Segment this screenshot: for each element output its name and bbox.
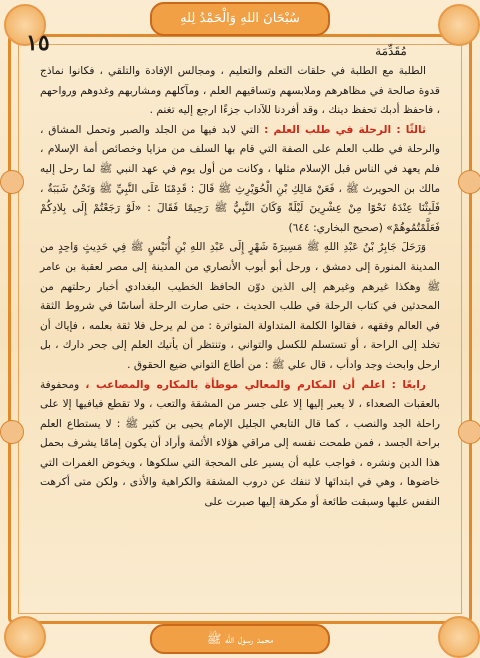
page-body [40,62,440,513]
citation: (صحيح البخاري: ٦٤٤) [288,221,383,234]
side-ornament-icon [0,420,24,444]
paragraph [40,121,440,239]
side-ornament-icon [0,170,24,194]
side-ornament-icon [458,420,480,444]
paragraph: الطلبة مع الطلبة في حلقات التعلم والتعليم ، ومجالس الإفادة والتلقي ، فكانوا نماذج قدوة صالحة في مظاهرهم وملابسهم وتساقيهم العلم ، ومآكلهم ومشاربهم وغدوهم ورواحهم ، فاحفظ أدبك تحفظ دينك ، وقد أفردنا للآداب جزءًا ارجع إليه تغنم . [40,65,440,117]
corner-ornament-icon [438,4,480,46]
corner-ornament-icon [4,616,46,658]
section-heading: رابعًا : اعلم أن المكارم والمعالي موطأة بالمكاره والمصاعب ، [85,378,427,391]
section-heading: ثالثًا : الرحلة في طلب العلم : [264,123,426,136]
paragraph-text: ومحفوفة بالعقبات الصعداء ، لا يعبر إليها إلا على جسر من المشقة والتعب ، ولا تقطع فيافيها إلا على راحلة الجد والنصب ، كما قال التابعي الجليل الإمام يحيى بن كثير ﷺ : لا يستطاع العلم براحة الجسد ، فمن طمحت نفسه إلى مراقي هؤلاء الأئمة وأراد أن يكون إمامًا يشرف بحمل هذا الدين ونشره ، فواجب عليه أن يسير على المحجة التي سلكوها ، ويخوض الغمرات التي خاضوها ، وهي في ابتدائها لا تنفك عن دروب المشقة والكراهية والأذى ، ولكن متى أكرهت النفس عليها وسبقت طائعة أو مكرهة إليها صبرت على [40,378,440,509]
page-number: ١٥ [26,30,50,56]
side-ornament-icon [458,170,480,194]
paragraph: وَرَحَلَ جَابِرُ بْنُ عَبْدِ اللهِ ﷺ مَسِيرَةَ شَهْرٍ إِلَى عَبْدِ اللهِ بْنِ أُنَيْسٍ ﷺ فِي حَدِيثٍ وَاحِدٍ من المدينة المنورة إلى دمشق ، ورحل أبو أيوب الأنصاري من المدينة إلى مصر لعقبة بن عامر ﷺ وهكذا غيرهم وغيرهم إلى الذين دوّن الحافظ الخطيب البغدادي أخبار رحلتهم من المحدثين في كتاب الرحلة في طلب الحديث ، حتى صارت الرحلة أساسًا في شروط الثقة في العالم وفقهه ، فقالوا الكلمة المتداولة المتواترة : من لم يرحل فلا ثقة بعلمه ، فإياك أن تخلد إلى الراحة ، أو تستسلم للكسل والتواني ، وتنتظر أن يأتيك العلم إلى جحر دارك ، بل ارحل وابحث وجد وادأب ، قال علي ﷺ : من أطاع التواني ضيع الحقوق . [40,241,440,371]
paragraph-text: التي لابد فيها من الجلد والصبر وتحمل المشاق ، والرحلة في طلب العلم على الصفة التي قام بها السلف من مزايا وخصائص أمة الإسلام ، فلم يعهد في الناس قبل الإسلام مثلها ، وكانت من أول يوم في عهد النبي ﷺ لما رحل إليه مالك بن الحويرث ﷺ ، فَعَنْ مَالِكِ بْنِ الْحُوَيْرِثِ ﷺ قَالَ : قَدِمْنَا عَلَى النَّبِيِّ ﷺ وَنَحْنُ شَبَبَةٌ ، فَلَبِثْنَا عِنْدَهُ نَحْوًا مِنْ عِشْرِينَ لَيْلَةً وَكَانَ النَّبِيُّ ﷺ رَحِيمًا فَقَالَ : «لَوْ رَجَعْتُمْ إِلَى بِلادِكُمْ فَعَلَّمْتُمُوهُمْ» [40,123,440,234]
footer-banner: محمد رسول الله ﷺ [150,624,330,654]
chapter-title: مُقَدِّمَة [375,44,407,58]
header-banner: سُبْحَانَ اللهِ وَالْحَمْدُ لِلهِ [150,2,330,36]
corner-ornament-icon [438,616,480,658]
paragraph [40,376,440,513]
